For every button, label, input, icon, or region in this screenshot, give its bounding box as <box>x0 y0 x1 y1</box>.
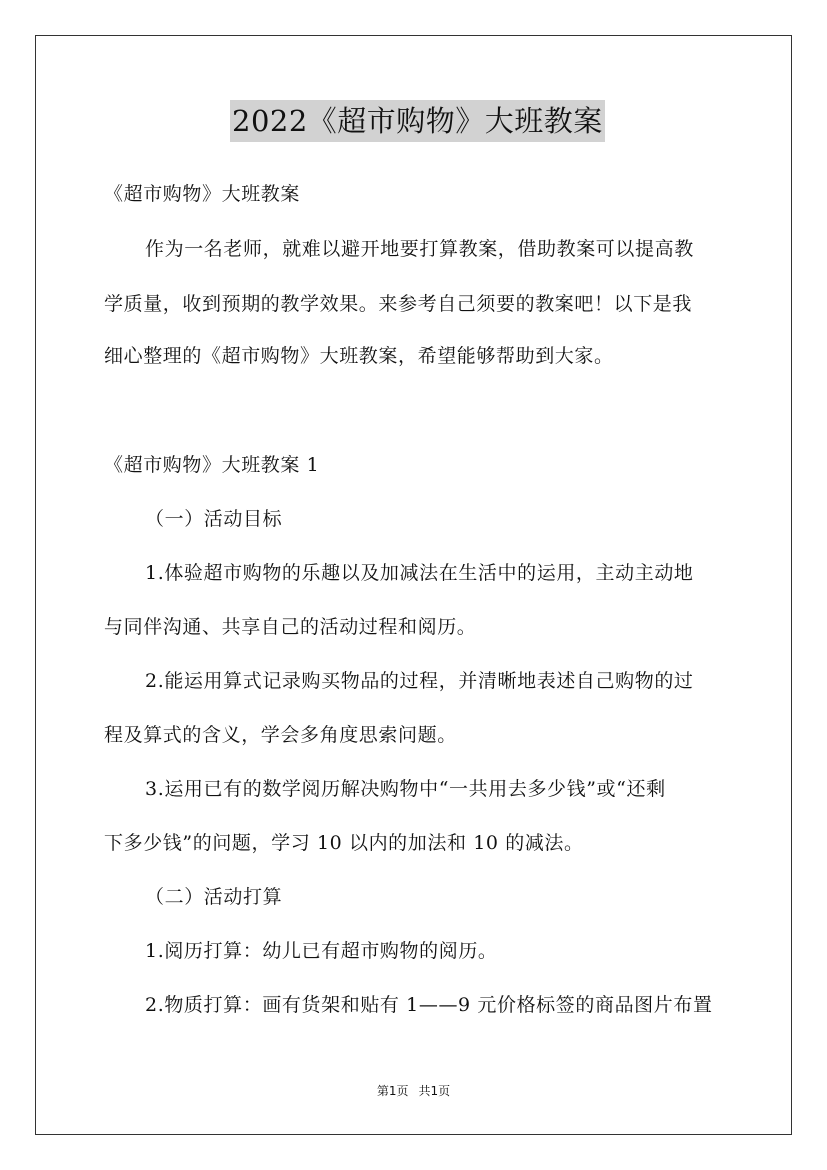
goal-line-2: 与同伴沟通、共享自己的活动过程和阅历。 <box>104 616 477 638</box>
prep-heading: （二）活动打算 <box>145 886 283 908</box>
intro-line-3: 细心整理的《超市购物》大班教案，希望能够帮助到大家。 <box>104 345 614 367</box>
goal-line-5: 3.运用已有的数学阅历解决购物中“一共用去多少钱”或“还剩 <box>145 778 666 800</box>
intro-line-2: 学质量，收到预期的教学效果。来参考自己须要的教案吧！以下是我 <box>104 293 693 315</box>
page-total: 共1页 <box>418 1084 451 1098</box>
goal-line-6: 下多少钱”的问题，学习 10 以内的加法和 10 的减法。 <box>104 832 584 854</box>
intro-line-1: 作为一名老师，就难以避开地要打算教案，借助教案可以提高教 <box>145 238 694 260</box>
goal-line-4: 程及算式的含义，学会多角度思索问题。 <box>104 724 457 746</box>
page-footer <box>0 1083 827 1099</box>
goals-heading: （一）活动目标 <box>145 508 283 530</box>
section-heading: 《超市购物》大班教案 1 <box>104 454 320 476</box>
goal-line-1: 1.体验超市购物的乐趣以及加减法在生活中的运用，主动主动地 <box>145 562 694 584</box>
prep-line-1: 1.阅历打算：幼儿已有超市购物的阅历。 <box>145 940 498 962</box>
prep-line-2: 2.物质打算：画有货架和贴有 1——9 元价格标签的商品图片布置 <box>145 994 713 1016</box>
goal-line-3: 2.能运用算式记录购买物品的过程，并清晰地表述自己购物的过 <box>145 670 694 692</box>
document-title: 2022《超市购物》大班教案 <box>230 100 605 142</box>
document-subtitle: 《超市购物》大班教案 <box>104 183 301 205</box>
page-number: 第1页 <box>376 1084 409 1098</box>
